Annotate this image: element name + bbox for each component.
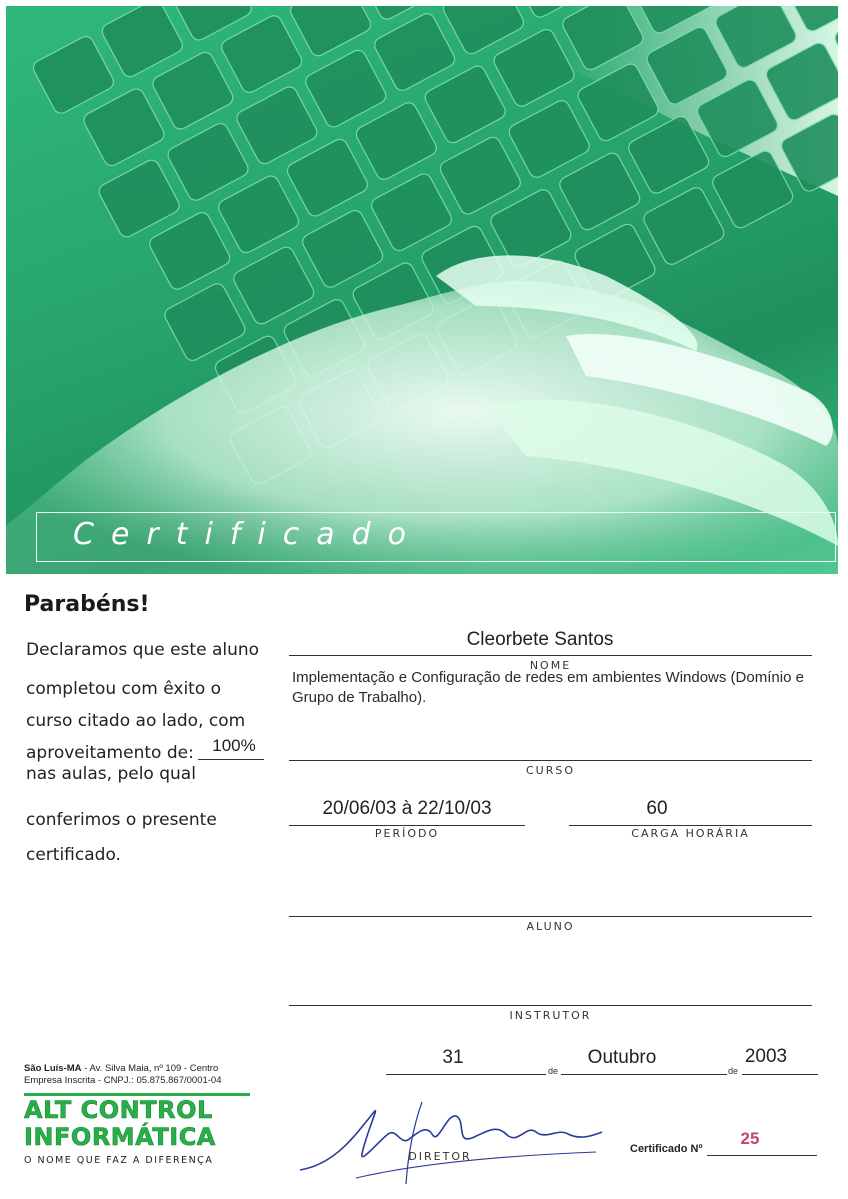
company-city: São Luís-MA — [24, 1063, 82, 1074]
keyboard-key-shape — [303, 48, 389, 130]
student-name-value: Cleorbete Santos — [466, 629, 614, 650]
keyboard-key-shape — [162, 281, 248, 363]
keyboard-key-shape — [438, 135, 524, 217]
certificate-banner-photo — [6, 6, 838, 574]
course-label: CURSO — [525, 764, 575, 777]
keyboard-key-shape — [491, 27, 577, 109]
keyboard-key-shape — [557, 150, 643, 232]
date-day-line — [386, 1074, 546, 1075]
certificate-number-value: 25 — [740, 1129, 760, 1148]
instructor-signature-line — [289, 1005, 812, 1006]
keyboard-key-shape — [150, 50, 236, 132]
student-signature-label: ALUNO — [526, 920, 575, 933]
keyboard-key-shape — [219, 13, 305, 95]
keyboard-key-shape — [31, 34, 117, 116]
certificate-number-line — [707, 1155, 817, 1156]
declaration-line: curso citado ao lado, com — [26, 711, 246, 731]
aproveitamento-label: aproveitamento de: — [26, 743, 194, 763]
keyboard-key-shape — [372, 11, 458, 93]
student-signature-line — [289, 916, 812, 917]
workload-line — [569, 825, 812, 826]
declaration-line: completou com êxito o — [26, 679, 222, 699]
director-signature-scribble — [296, 1094, 606, 1186]
course-name-value: Implementação e Configuração de redes em ambientes Windows (Domínio e Grupo de Trabalho). — [292, 669, 804, 706]
keyboard-key-shape — [81, 86, 167, 168]
declaration-line: Declaramos que este aluno — [26, 640, 260, 660]
date-day: 31 — [442, 1047, 464, 1068]
instructor-signature-label: INSTRUTOR — [509, 1009, 592, 1022]
company-slogan: O NOME QUE FAZ A DIFERENÇA — [24, 1155, 214, 1166]
period-line — [289, 825, 525, 826]
declaration-line: nas aulas, pelo qual — [26, 764, 196, 784]
keyboard-key-shape — [354, 100, 440, 182]
keyboard-key-shape — [231, 244, 317, 326]
workload-label: CARGA HORÁRIA — [631, 827, 750, 840]
student-name-label: NOME — [529, 659, 572, 672]
aproveitamento-value: 100% — [212, 736, 256, 755]
date-separator: de — [728, 1066, 739, 1076]
keyboard-key-shape — [285, 137, 371, 219]
certificate-title-frame — [36, 512, 836, 562]
keyboard-key-shape — [422, 63, 508, 145]
company-logo-line2: INFORMÁTICA — [24, 1123, 216, 1151]
certificate-title: Certificado — [73, 517, 424, 552]
keyboard-key-shape — [234, 84, 320, 166]
date-month: Outubro — [587, 1047, 657, 1068]
keyboard-key-shape — [641, 185, 727, 267]
declaration-line — [26, 743, 194, 763]
greeting-heading: Parabéns! — [24, 592, 150, 617]
certificate-number-label: Certificado Nº — [630, 1143, 703, 1155]
declaration-line: conferimos o presente — [26, 810, 217, 830]
declaration-line: certificado. — [26, 845, 121, 865]
workload-value: 60 — [646, 798, 668, 819]
director-label: DIRETOR — [408, 1150, 472, 1163]
company-street: - Av. Silva Maia, nº 109 - Centro — [81, 1063, 219, 1074]
keyboard-key-shape — [506, 98, 592, 180]
keyboard-key-shape — [300, 208, 386, 290]
period-value: 20/06/03 à 22/10/03 — [322, 798, 492, 819]
keyboard-hand-illustration — [6, 6, 838, 574]
keyboard-key-shape — [147, 210, 233, 292]
course-line — [289, 760, 812, 761]
date-year-line — [742, 1074, 818, 1075]
keyboard-key-shape — [165, 121, 251, 203]
keyboard-key-shape — [369, 171, 455, 253]
keyboard-key-shape — [96, 157, 182, 239]
date-year: 2003 — [744, 1046, 788, 1067]
keyboard-key-shape — [216, 173, 302, 255]
student-name-line — [289, 655, 812, 656]
company-address — [24, 1063, 222, 1087]
company-cnpj: Empresa Inscrita - CNPJ.: 05.875.867/0001-04 — [24, 1075, 222, 1086]
date-month-line — [561, 1074, 727, 1075]
period-label: PERÍODO — [374, 827, 440, 840]
date-separator: de — [548, 1066, 559, 1076]
company-logo-line1: ALT CONTROL — [24, 1096, 213, 1124]
aproveitamento-underline — [198, 759, 264, 760]
